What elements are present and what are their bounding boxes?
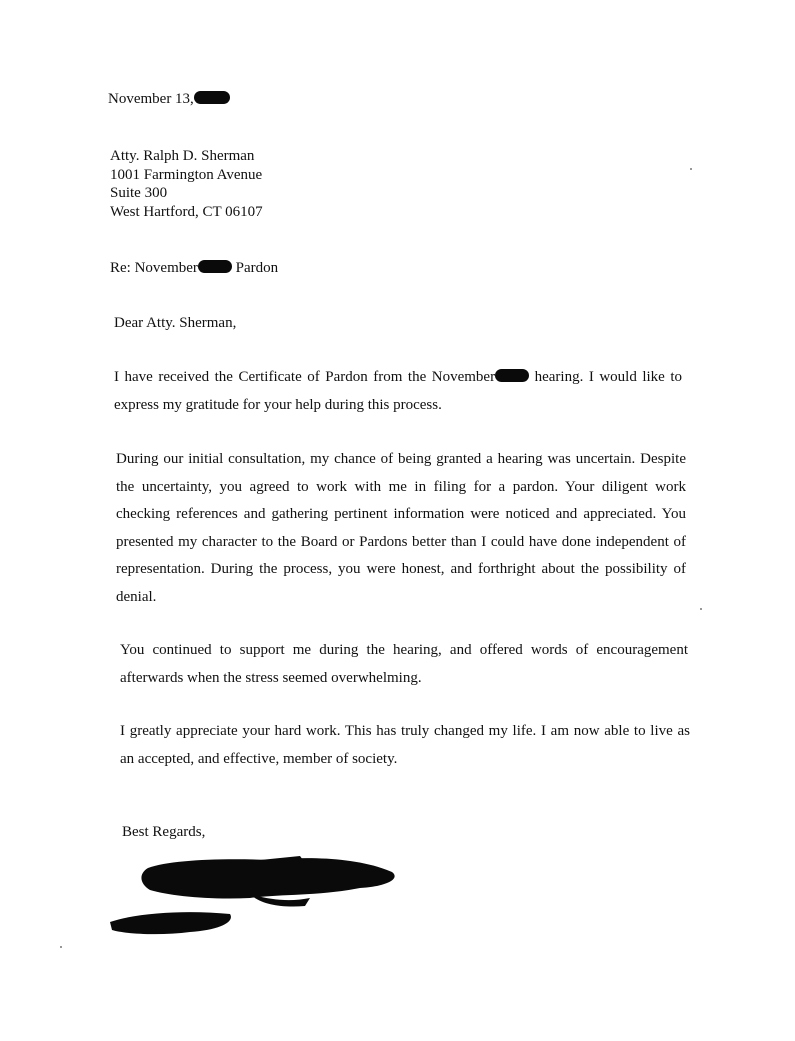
subject-prefix: Re: November <box>110 260 198 276</box>
paragraph-1-part1: I have received the Certificate of Pardon from the November <box>114 369 496 385</box>
recipient-city: West Hartford, CT 06107 <box>110 204 263 220</box>
recipient-name: Atty. Ralph D. Sherman <box>110 148 255 164</box>
redacted-signature <box>100 850 410 940</box>
redacted-hearing-year <box>495 369 529 382</box>
closing: Best Regards, <box>122 824 206 840</box>
subject-line <box>110 259 278 277</box>
paragraph-3: You continued to support me during the hearing, and offered words of encouragement afterwards when the stress seemed overwhelming. <box>120 642 688 686</box>
salutation: Dear Atty. Sherman, <box>114 315 237 331</box>
date-text: November 13, <box>108 91 194 107</box>
scan-speck <box>700 608 702 610</box>
paragraph-2: During our initial consultation, my chance of being granted a hearing was uncertain. Despite the uncertainty, you agreed to work with me in filing for a pardon. Your diligent work checking references and gathering pertinent information were noticed and appreciated. You presented my character to the Board or Pardons better than I could have done independent of representation. During the process, you were honest, and forthright about the possibility of denial. <box>116 451 686 605</box>
recipient-suite: Suite 300 <box>110 185 168 201</box>
paragraph-1 <box>114 364 682 419</box>
letter-date <box>108 90 230 108</box>
redacted-subject-year <box>198 260 232 273</box>
scan-speck <box>690 168 692 170</box>
scan-speck <box>60 946 62 948</box>
recipient-street: 1001 Farmington Avenue <box>110 167 263 183</box>
paragraph-1-part2: hearing. I would like to express my gratitude for your help during this process. <box>114 369 682 413</box>
redacted-year <box>194 91 230 104</box>
subject-suffix: Pardon <box>231 260 279 276</box>
paragraph-4: I greatly appreciate your hard work. This has truly changed my life. I am now able to live as an accepted, and effective, member of society. <box>120 723 690 767</box>
